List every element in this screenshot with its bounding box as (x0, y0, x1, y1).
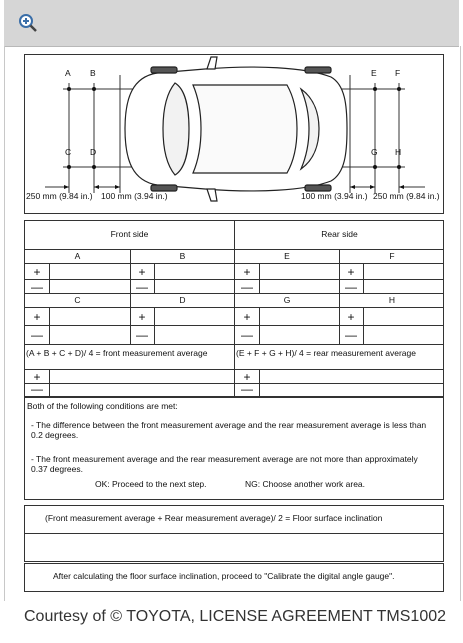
minus-sign: — (136, 280, 148, 294)
dimension-right-outer: 250 mm (9.84 in.) (373, 191, 440, 201)
plus-sign: + (347, 310, 355, 324)
column-label-b: B (179, 251, 186, 261)
minus-sign: — (31, 280, 43, 294)
plus-sign: + (243, 310, 251, 324)
measurement-table (24, 220, 444, 397)
column-label-f: F (389, 251, 395, 261)
dimension-left-outer: 250 mm (9.84 in.) (26, 191, 93, 201)
minus-sign: — (241, 328, 253, 342)
plus-sign: + (138, 265, 146, 279)
rear-side-header: Rear side (321, 229, 358, 239)
condition-difference: - The difference between the front measurement average and the rear measurement average is less than 0.2 degrees. (31, 420, 427, 440)
final-note-box (24, 563, 444, 592)
zoom-in-icon[interactable] (18, 13, 38, 33)
condition-maximum: - The front measurement average and the rear measurement average are not more than approximately 0.37 degrees. (31, 454, 418, 474)
minus-sign: — (241, 382, 253, 396)
minus-sign: — (31, 328, 43, 342)
content-panel (4, 46, 461, 601)
minus-sign: — (345, 280, 357, 294)
minus-sign: — (136, 328, 148, 342)
column-label-h: H (388, 295, 396, 305)
courtesy-footer (0, 600, 463, 643)
column-label-d: D (179, 295, 186, 305)
dimension-left-inner: 100 mm (3.94 in.) (101, 191, 168, 201)
plus-sign: + (243, 265, 251, 279)
vehicle-diagram (24, 54, 444, 214)
column-label-c: C (74, 295, 81, 305)
inclination-formula: (Front measurement average + Rear measurement average)/ 2 = Floor surface inclination (45, 513, 383, 523)
front-average-formula: (A + B + C + D)/ 4 = front measurement average (26, 348, 208, 358)
column-label-e: E (284, 251, 290, 261)
plus-sign: + (138, 310, 146, 324)
point-label-b: B (90, 68, 96, 78)
point-label-g: G (371, 147, 378, 157)
plus-sign: + (347, 265, 355, 279)
toolbar (4, 0, 459, 47)
front-side-header: Front side (110, 229, 149, 239)
plus-sign: + (33, 310, 41, 324)
courtesy-text: Courtesy of © TOYOTA, LICENSE AGREEMENT TMS1002 (24, 608, 447, 625)
ok-result: OK: Proceed to the next step. (95, 479, 207, 489)
plus-sign: + (33, 265, 41, 279)
point-label-a: A (65, 68, 71, 78)
point-label-e: E (371, 68, 377, 78)
point-label-f: F (395, 68, 401, 78)
plus-sign: + (243, 370, 251, 384)
dimension-right-inner: 100 mm (3.94 in.) (301, 191, 368, 201)
column-label-g: G (283, 295, 291, 305)
minus-sign: — (31, 382, 43, 396)
rear-average-formula: (E + F + G + H)/ 4 = rear measurement average (236, 348, 416, 358)
point-label-d: D (90, 147, 97, 157)
column-label-a: A (74, 251, 81, 261)
conditions-intro: Both of the following conditions are met: (27, 401, 178, 411)
inclination-table (24, 505, 444, 562)
point-label-h: H (395, 147, 402, 157)
ng-result: NG: Choose another work area. (245, 479, 366, 489)
minus-sign: — (345, 328, 357, 342)
plus-sign: + (33, 370, 41, 384)
conditions-box (24, 397, 444, 500)
minus-sign: — (241, 280, 253, 294)
final-note: After calculating the floor surface inclination, proceed to "Calibrate the digital angle gauge". (53, 571, 395, 581)
point-label-c: C (65, 147, 72, 157)
